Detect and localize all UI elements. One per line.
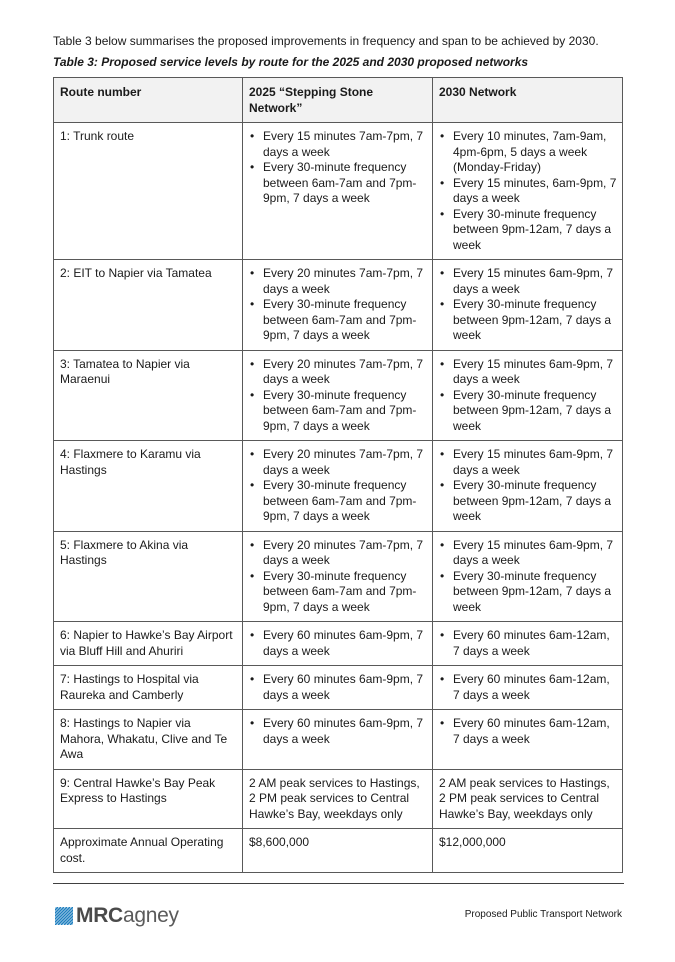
service-2030-cell: 2 AM peak services to Hastings, 2 PM peak services to Central Hawke’s Bay, weekdays only xyxy=(433,769,623,829)
table-row xyxy=(54,350,623,441)
header-2030-network: 2030 Network xyxy=(433,78,623,123)
table-row xyxy=(54,710,623,770)
service-bullet: • Every 15 minutes, 6am-9pm, 7 days a week xyxy=(439,176,617,207)
route-cell: 9: Central Hawke’s Bay Peak Express to Hastings xyxy=(54,769,243,829)
table-row xyxy=(54,531,623,622)
service-2030-cell xyxy=(433,350,623,441)
service-bullet: • Every 30-minute frequency between 6am-7am and 7pm-9pm, 7 days a week xyxy=(249,297,427,344)
route-cell: 5: Flaxmere to Akina via Hastings xyxy=(54,531,243,622)
service-bullet: • Every 30-minute frequency between 6am-7am and 7pm-9pm, 7 days a week xyxy=(249,569,427,616)
service-bullet: • Every 10 minutes, 7am-9am, 4pm-6pm, 5 days a week (Monday-Friday) xyxy=(439,129,617,176)
service-2030-cell xyxy=(433,531,623,622)
service-bullet: • Every 60 minutes 6am-12am, 7 days a week xyxy=(439,628,617,659)
route-cell: Approximate Annual Operating cost. xyxy=(54,829,243,873)
service-bullet: • Every 20 minutes 7am-7pm, 7 days a week xyxy=(249,357,427,388)
service-bullet: • Every 30-minute frequency between 9pm-12am, 7 days a week xyxy=(439,388,617,435)
service-2025-cell xyxy=(243,710,433,770)
service-2025-cell xyxy=(243,666,433,710)
service-bullet: • Every 60 minutes 6am-9pm, 7 days a week xyxy=(249,716,427,747)
service-bullet: • Every 15 minutes 7am-7pm, 7 days a week xyxy=(249,129,427,160)
table-row xyxy=(54,123,623,260)
route-cell: 3: Tamatea to Napier via Maraenui xyxy=(54,350,243,441)
service-bullet: • Every 30-minute frequency between 9pm-12am, 7 days a week xyxy=(439,207,617,254)
route-cell: 7: Hastings to Hospital via Raureka and Camberly xyxy=(54,666,243,710)
service-2025-cell xyxy=(243,123,433,260)
service-2030-cell xyxy=(433,666,623,710)
route-cell: 4: Flaxmere to Karamu via Hastings xyxy=(54,441,243,532)
service-bullet: • Every 20 minutes 7am-7pm, 7 days a week xyxy=(249,266,427,297)
service-2025-cell xyxy=(243,441,433,532)
route-cell: 2: EIT to Napier via Tamatea xyxy=(54,260,243,351)
table-row xyxy=(54,260,623,351)
service-2025-cell xyxy=(243,350,433,441)
service-2025-cell xyxy=(243,260,433,351)
intro-paragraph: Table 3 below summarises the proposed improvements in frequency and span to be achieved by 2030. xyxy=(53,34,599,48)
service-bullet: • Every 60 minutes 6am-9pm, 7 days a week xyxy=(249,628,427,659)
service-2030-cell xyxy=(433,622,623,666)
service-bullet: • Every 60 minutes 6am-12am, 7 days a week xyxy=(439,672,617,703)
route-cell: 8: Hastings to Napier via Mahora, Whakatu, Clive and Te Awa xyxy=(54,710,243,770)
route-cell: 1: Trunk route xyxy=(54,123,243,260)
service-2030-cell xyxy=(433,260,623,351)
service-2025-cell xyxy=(243,622,433,666)
service-bullet: • Every 15 minutes 6am-9pm, 7 days a week xyxy=(439,357,617,388)
service-bullet: • Every 60 minutes 6am-9pm, 7 days a week xyxy=(249,672,427,703)
service-bullet: • Every 15 minutes 6am-9pm, 7 days a week xyxy=(439,538,617,569)
footer-divider xyxy=(53,883,624,884)
footer-document-title: Proposed Public Transport Network xyxy=(464,909,622,920)
mrcagney-logo xyxy=(55,904,179,928)
cost-2025-cell: $8,600,000 xyxy=(243,829,433,873)
table-row xyxy=(54,666,623,710)
service-2030-cell xyxy=(433,123,623,260)
header-route-number: Route number xyxy=(54,78,243,123)
logo-wordmark: MRCagney xyxy=(76,904,179,927)
header-2025-network: 2025 “Stepping Stone Network” xyxy=(243,78,433,123)
route-cell: 6: Napier to Hawke’s Bay Airport via Bluff Hill and Ahuriri xyxy=(54,622,243,666)
table-caption: Table 3: Proposed service levels by route for the 2025 and 2030 proposed networks xyxy=(53,55,529,69)
service-2030-cell xyxy=(433,441,623,532)
service-bullet: • Every 30-minute frequency between 6am-7am and 7pm-9pm, 7 days a week xyxy=(249,388,427,435)
service-bullet: • Every 15 minutes 6am-9pm, 7 days a week xyxy=(439,447,617,478)
service-bullet: • Every 30-minute frequency between 9pm-12am, 7 days a week xyxy=(439,569,617,616)
service-bullet: • Every 60 minutes 6am-12am, 7 days a week xyxy=(439,716,617,747)
table-row-operating-cost xyxy=(54,829,623,873)
service-bullet: • Every 30-minute frequency between 6am-7am and 7pm-9pm, 7 days a week xyxy=(249,160,427,207)
service-bullet: • Every 30-minute frequency between 6am-7am and 7pm-9pm, 7 days a week xyxy=(249,478,427,525)
cost-2030-cell: $12,000,000 xyxy=(433,829,623,873)
service-bullet: • Every 15 minutes 6am-9pm, 7 days a week xyxy=(439,266,617,297)
table-row xyxy=(54,622,623,666)
service-2030-cell xyxy=(433,710,623,770)
table-header-row xyxy=(54,78,623,123)
service-2025-cell xyxy=(243,531,433,622)
service-2025-cell: 2 AM peak services to Hastings, 2 PM peak services to Central Hawke’s Bay, weekdays only xyxy=(243,769,433,829)
service-bullet: • Every 20 minutes 7am-7pm, 7 days a week xyxy=(249,447,427,478)
service-bullet: • Every 30-minute frequency between 9pm-12am, 7 days a week xyxy=(439,297,617,344)
service-bullet: • Every 30-minute frequency between 9pm-12am, 7 days a week xyxy=(439,478,617,525)
service-levels-table xyxy=(53,77,623,873)
logo-mark-icon xyxy=(55,907,73,925)
service-bullet: • Every 20 minutes 7am-7pm, 7 days a week xyxy=(249,538,427,569)
table-row xyxy=(54,769,623,829)
table-row xyxy=(54,441,623,532)
